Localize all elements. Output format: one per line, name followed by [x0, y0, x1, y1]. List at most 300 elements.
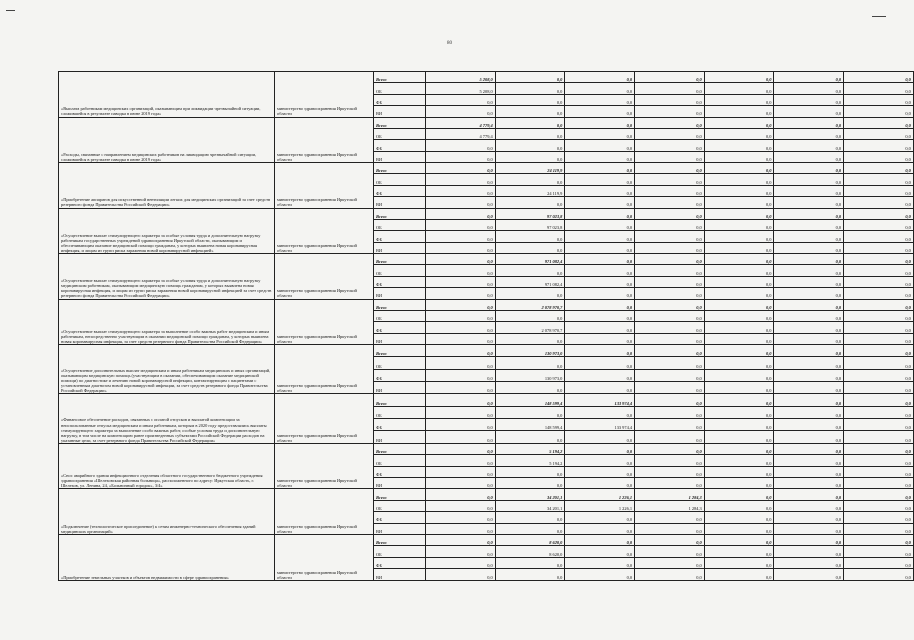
amount-cell: 0,0: [844, 443, 914, 454]
amount-cell: 0,0: [495, 512, 565, 523]
measure-description: «Осуществление выплат стимулирующего характера за выполнение особо важных работ медицинским и иным работникам, непосредственно участвующим в оказании медицинской помощи гражданам, у которых выявлена новая коронавирусная инфекция, за счет средств резервного фонда Правительства Российской Федерации»: [59, 299, 275, 345]
funding-source-label: ФБ: [374, 322, 426, 333]
funding-source-label: ФБ: [374, 369, 426, 381]
amount-cell: 0,0: [844, 406, 914, 418]
amount-cell: 0,0: [635, 83, 705, 94]
responsible-executor: министерство здравоохранения Иркутской области: [275, 534, 374, 580]
amount-cell: 0,0: [844, 106, 914, 117]
amount-cell: 0,0: [565, 546, 635, 557]
amount-cell: 0,0: [844, 489, 914, 500]
funding-source-label: ФБ: [374, 419, 426, 431]
amount-cell: 0,0: [565, 333, 635, 344]
amount-cell: 0,0: [704, 197, 774, 208]
table-row: [59, 534, 914, 545]
amount-cell: 133 974,4: [565, 419, 635, 431]
amount-cell: 0,0: [844, 299, 914, 310]
amount-cell: 0,0: [495, 94, 565, 105]
amount-cell: 0,0: [774, 310, 844, 321]
amount-cell: 0,0: [565, 299, 635, 310]
amount-cell: 0,0: [774, 299, 844, 310]
amount-cell: 0,0: [565, 310, 635, 321]
amount-cell: 0,0: [844, 83, 914, 94]
amount-cell: 0,0: [704, 406, 774, 418]
amount-cell: 0,0: [565, 151, 635, 162]
amount-cell: 0,0: [844, 219, 914, 230]
amount-cell: 0,0: [774, 265, 844, 276]
amount-cell: 0,0: [844, 466, 914, 477]
amount-cell: 1 226,1: [565, 500, 635, 511]
amount-cell: 0,0: [495, 310, 565, 321]
amount-cell: 0,0: [635, 231, 705, 242]
amount-cell: 0,0: [426, 140, 496, 151]
amount-cell: 0,0: [704, 455, 774, 466]
amount-cell: 0,0: [426, 431, 496, 443]
amount-cell: 0,0: [495, 357, 565, 369]
amount-cell: 0,0: [844, 163, 914, 174]
amount-cell: 0,0: [704, 208, 774, 219]
amount-cell: 0,0: [635, 254, 705, 265]
amount-cell: 0,0: [426, 151, 496, 162]
measure-description: «Приобретение земельных участков и объектов недвижимости в сфере здравоохранения»: [59, 534, 275, 580]
funding-source-label: ВИ: [374, 242, 426, 253]
amount-cell: 0,0: [704, 276, 774, 287]
funding-source-label: ВИ: [374, 197, 426, 208]
budget-table: [58, 71, 914, 581]
amount-cell: 0,0: [495, 569, 565, 581]
amount-cell: 0,0: [844, 94, 914, 105]
amount-cell: 0,0: [844, 431, 914, 443]
amount-cell: 0,0: [565, 197, 635, 208]
amount-cell: 0,0: [635, 128, 705, 139]
funding-source-label: ОБ: [374, 128, 426, 139]
amount-cell: 0,0: [426, 310, 496, 321]
amount-cell: 0,0: [495, 333, 565, 344]
amount-cell: 0,0: [844, 288, 914, 299]
scan-edge-mark: [6, 10, 15, 11]
funding-source-label: ОБ: [374, 219, 426, 230]
amount-cell: 0,0: [844, 276, 914, 287]
amount-cell: 24 119,9: [495, 185, 565, 196]
amount-cell: 0,0: [774, 455, 844, 466]
measure-description: «Финансовое обеспечение расходов, связанных с оплатой отпусков и выплатой компенсации за неиспользованные отпуска медицинским и иным работникам, которым в 2020 году предоставлялись выплаты стимулирующего характера за выполнение особо важных работ, особые условия труда и дополнительную нагрузку, в том числе на компенсацию ранее произведенных субъектами Российской Федерации расходов на указанные цели, за счет резервного фонда Правительства Российской Федерации»: [59, 394, 275, 443]
amount-cell: 0,0: [495, 140, 565, 151]
amount-cell: 0,0: [495, 197, 565, 208]
funding-source-label: ВИ: [374, 431, 426, 443]
funding-source-label: Всего: [374, 299, 426, 310]
amount-cell: 0,0: [495, 478, 565, 489]
amount-cell: 0,0: [565, 357, 635, 369]
amount-cell: 0,0: [774, 546, 844, 557]
amount-cell: 0,0: [635, 557, 705, 568]
amount-cell: 0,0: [426, 345, 496, 357]
responsible-executor: министерство здравоохранения Иркутской области: [275, 443, 374, 489]
amount-cell: 0,0: [635, 276, 705, 287]
amount-cell: 0,0: [635, 546, 705, 557]
amount-cell: 0,0: [565, 242, 635, 253]
amount-cell: 0,0: [844, 185, 914, 196]
amount-cell: 0,0: [565, 288, 635, 299]
amount-cell: 971 082,4: [495, 276, 565, 287]
amount-cell: 0,0: [565, 534, 635, 545]
amount-cell: 0,0: [704, 310, 774, 321]
amount-cell: 0,0: [704, 254, 774, 265]
amount-cell: 0,0: [774, 466, 844, 477]
amount-cell: 97 023,8: [495, 208, 565, 219]
amount-cell: 0,0: [635, 106, 705, 117]
amount-cell: 0,0: [565, 219, 635, 230]
table-row: [59, 443, 914, 454]
funding-source-label: Всего: [374, 254, 426, 265]
amount-cell: 0,0: [774, 242, 844, 253]
amount-cell: 0,0: [426, 382, 496, 394]
amount-cell: 0,0: [774, 419, 844, 431]
amount-cell: 0,0: [635, 443, 705, 454]
amount-cell: 0,0: [635, 394, 705, 406]
measure-description: «Выплата работникам медицинских организаций, оказывающим при ликвидации чрезвычайной ситуации, сложившейся в результате паводка в июне 2019 года»: [59, 72, 275, 118]
amount-cell: 0,0: [565, 322, 635, 333]
amount-cell: 0,0: [426, 208, 496, 219]
amount-cell: 0,0: [774, 288, 844, 299]
funding-source-label: ОБ: [374, 83, 426, 94]
amount-cell: 0,0: [774, 197, 844, 208]
amount-cell: 0,0: [704, 466, 774, 477]
amount-cell: 0,0: [495, 83, 565, 94]
amount-cell: 0,0: [704, 489, 774, 500]
amount-cell: 0,0: [635, 523, 705, 534]
amount-cell: 0,0: [495, 288, 565, 299]
table-row: [59, 489, 914, 500]
amount-cell: 0,0: [704, 369, 774, 381]
amount-cell: 0,0: [565, 557, 635, 568]
measure-description: «Приобретение аппаратов для искусственной вентиляции легких для медицинских организаций за счет средств резервного фонда Правительства Российской Федерации»: [59, 163, 275, 209]
amount-cell: 0,0: [844, 174, 914, 185]
funding-source-label: Всего: [374, 443, 426, 454]
amount-cell: 0,0: [426, 322, 496, 333]
table-row: [59, 208, 914, 219]
amount-cell: 0,0: [774, 163, 844, 174]
amount-cell: 0,0: [844, 128, 914, 139]
amount-cell: 0,0: [704, 443, 774, 454]
amount-cell: 0,0: [495, 106, 565, 117]
amount-cell: 0,0: [774, 72, 844, 83]
amount-cell: 0,0: [844, 72, 914, 83]
amount-cell: 0,0: [495, 557, 565, 568]
amount-cell: 0,0: [774, 512, 844, 523]
amount-cell: 0,0: [704, 345, 774, 357]
amount-cell: 0,0: [704, 128, 774, 139]
amount-cell: 0,0: [774, 478, 844, 489]
amount-cell: 0,0: [774, 569, 844, 581]
amount-cell: 0,0: [844, 478, 914, 489]
funding-source-label: ОБ: [374, 357, 426, 369]
amount-cell: 0,0: [565, 443, 635, 454]
amount-cell: 0,0: [844, 357, 914, 369]
amount-cell: 0,0: [565, 94, 635, 105]
amount-cell: 0,0: [426, 357, 496, 369]
amount-cell: 0,0: [844, 500, 914, 511]
funding-source-label: ОБ: [374, 310, 426, 321]
amount-cell: 0,0: [635, 333, 705, 344]
amount-cell: 0,0: [495, 151, 565, 162]
amount-cell: 0,0: [635, 94, 705, 105]
amount-cell: 0,0: [426, 219, 496, 230]
amount-cell: 0,0: [704, 569, 774, 581]
amount-cell: 0,0: [565, 265, 635, 276]
funding-source-label: ВИ: [374, 382, 426, 394]
amount-cell: 0,0: [844, 242, 914, 253]
amount-cell: 0,0: [565, 83, 635, 94]
amount-cell: 5 194,2: [495, 455, 565, 466]
amount-cell: 0,0: [774, 254, 844, 265]
amount-cell: 148 599,4: [495, 419, 565, 431]
amount-cell: 130 973,0: [495, 369, 565, 381]
amount-cell: 0,0: [495, 523, 565, 534]
responsible-executor: министерство здравоохранения Иркутской области: [275, 299, 374, 345]
amount-cell: 0,0: [635, 534, 705, 545]
amount-cell: 0,0: [704, 478, 774, 489]
budget-table-body: [59, 72, 914, 581]
amount-cell: 0,0: [495, 174, 565, 185]
amount-cell: 0,0: [565, 455, 635, 466]
table-row: [59, 345, 914, 357]
amount-cell: 0,0: [426, 478, 496, 489]
amount-cell: 0,0: [774, 345, 844, 357]
funding-source-label: Всего: [374, 534, 426, 545]
amount-cell: 0,0: [426, 185, 496, 196]
amount-cell: 0,0: [774, 369, 844, 381]
amount-cell: 0,0: [844, 140, 914, 151]
amount-cell: 0,0: [635, 197, 705, 208]
measure-description: «Осуществление выплат стимулирующего характера за особые условия труда и дополнительную нагрузку работникам государственных учреждений здравоохранения Иркутской области, оказывающим и обеспечивающим оказание медицинской помощи гражданам, у которых выявлена новая коронавирусная инфекция, и лицам из групп риска заражения новой коронавирусной инфекцией»: [59, 208, 275, 254]
amount-cell: 0,0: [774, 557, 844, 568]
amount-cell: 0,0: [426, 231, 496, 242]
funding-source-label: Всего: [374, 489, 426, 500]
amount-cell: 0,0: [774, 443, 844, 454]
amount-cell: 0,0: [844, 523, 914, 534]
responsible-executor: министерство здравоохранения Иркутской области: [275, 345, 374, 394]
amount-cell: 0,0: [844, 369, 914, 381]
funding-source-label: ВИ: [374, 478, 426, 489]
amount-cell: 0,0: [774, 140, 844, 151]
amount-cell: 0,0: [704, 419, 774, 431]
amount-cell: 0,0: [495, 117, 565, 128]
amount-cell: 0,0: [495, 72, 565, 83]
amount-cell: 0,0: [635, 431, 705, 443]
amount-cell: 0,0: [704, 94, 774, 105]
amount-cell: 0,0: [426, 197, 496, 208]
amount-cell: 0,0: [426, 94, 496, 105]
amount-cell: 0,0: [704, 72, 774, 83]
amount-cell: 0,0: [774, 333, 844, 344]
funding-source-label: Всего: [374, 72, 426, 83]
amount-cell: 0,0: [565, 208, 635, 219]
amount-cell: 0,0: [635, 185, 705, 196]
amount-cell: 0,0: [426, 523, 496, 534]
amount-cell: 34 201,1: [495, 500, 565, 511]
amount-cell: 971 082,4: [495, 254, 565, 265]
funding-source-label: ОБ: [374, 500, 426, 511]
amount-cell: 0,0: [704, 382, 774, 394]
amount-cell: 0,0: [774, 394, 844, 406]
amount-cell: 1 284,3: [635, 500, 705, 511]
amount-cell: 24 119,9: [495, 163, 565, 174]
amount-cell: 0,0: [635, 382, 705, 394]
amount-cell: 0,0: [426, 369, 496, 381]
responsible-executor: министерство здравоохранения Иркутской области: [275, 394, 374, 443]
amount-cell: 0,0: [426, 512, 496, 523]
amount-cell: 0,0: [774, 489, 844, 500]
amount-cell: 0,0: [704, 322, 774, 333]
amount-cell: 0,0: [774, 534, 844, 545]
amount-cell: 0,0: [426, 489, 496, 500]
amount-cell: 0,0: [426, 500, 496, 511]
amount-cell: 0,0: [426, 254, 496, 265]
amount-cell: 0,0: [704, 185, 774, 196]
amount-cell: 0,0: [704, 394, 774, 406]
amount-cell: 0,0: [774, 151, 844, 162]
funding-source-label: Всего: [374, 208, 426, 219]
funding-source-label: ВИ: [374, 333, 426, 344]
amount-cell: 0,0: [774, 208, 844, 219]
amount-cell: 0,0: [774, 83, 844, 94]
amount-cell: 0,0: [844, 254, 914, 265]
amount-cell: 0,0: [426, 299, 496, 310]
amount-cell: 0,0: [565, 345, 635, 357]
amount-cell: 0,0: [774, 500, 844, 511]
funding-source-label: Всего: [374, 163, 426, 174]
amount-cell: 0,0: [774, 174, 844, 185]
amount-cell: 0,0: [565, 106, 635, 117]
amount-cell: 0,0: [704, 242, 774, 253]
amount-cell: 0,0: [426, 546, 496, 557]
measure-description: «Расходы, связанные с направлением медицинских работников на ликвидацию чрезвычайной ситуации, сложившейся в результате паводка в июне 2019 года»: [59, 117, 275, 163]
amount-cell: 5 208,0: [426, 72, 496, 83]
amount-cell: 1 226,1: [565, 489, 635, 500]
amount-cell: 0,0: [844, 382, 914, 394]
amount-cell: 0,0: [844, 208, 914, 219]
amount-cell: 0,0: [635, 310, 705, 321]
amount-cell: 0,0: [635, 140, 705, 151]
amount-cell: 0,0: [704, 557, 774, 568]
amount-cell: 0,0: [426, 163, 496, 174]
amount-cell: 0,0: [635, 163, 705, 174]
amount-cell: 0,0: [565, 185, 635, 196]
amount-cell: 2 078 970,7: [495, 299, 565, 310]
amount-cell: 0,0: [704, 265, 774, 276]
amount-cell: 0,0: [635, 174, 705, 185]
amount-cell: 0,0: [635, 219, 705, 230]
amount-cell: 0,0: [704, 163, 774, 174]
amount-cell: 0,0: [844, 534, 914, 545]
amount-cell: 0,0: [565, 478, 635, 489]
funding-source-label: ОБ: [374, 455, 426, 466]
amount-cell: 0,0: [844, 333, 914, 344]
amount-cell: 0,0: [774, 106, 844, 117]
amount-cell: 0,0: [844, 557, 914, 568]
amount-cell: 148 599,4: [495, 394, 565, 406]
amount-cell: 0,0: [704, 219, 774, 230]
amount-cell: 0,0: [426, 333, 496, 344]
responsible-executor: министерство здравоохранения Иркутской области: [275, 117, 374, 163]
amount-cell: 0,0: [844, 546, 914, 557]
amount-cell: 0,0: [565, 369, 635, 381]
amount-cell: 0,0: [426, 406, 496, 418]
amount-cell: 0,0: [774, 276, 844, 287]
amount-cell: 0,0: [426, 569, 496, 581]
amount-cell: 8 620,0: [495, 534, 565, 545]
scan-edge-mark: [872, 16, 886, 17]
amount-cell: 0,0: [844, 419, 914, 431]
funding-source-label: Всего: [374, 345, 426, 357]
amount-cell: 0,0: [844, 512, 914, 523]
amount-cell: 0,0: [495, 231, 565, 242]
amount-cell: 0,0: [426, 534, 496, 545]
amount-cell: 0,0: [844, 455, 914, 466]
amount-cell: 0,0: [565, 523, 635, 534]
amount-cell: 0,0: [844, 117, 914, 128]
funding-source-label: ВИ: [374, 569, 426, 581]
responsible-executor: министерство здравоохранения Иркутской области: [275, 163, 374, 209]
responsible-executor: министерство здравоохранения Иркутской области: [275, 489, 374, 535]
amount-cell: 0,0: [704, 500, 774, 511]
funding-source-label: ФБ: [374, 185, 426, 196]
funding-source-label: ФБ: [374, 231, 426, 242]
funding-source-label: ОБ: [374, 174, 426, 185]
amount-cell: 0,0: [704, 288, 774, 299]
funding-source-label: ФБ: [374, 466, 426, 477]
amount-cell: 133 974,4: [565, 394, 635, 406]
amount-cell: 0,0: [635, 299, 705, 310]
amount-cell: 0,0: [704, 151, 774, 162]
table-row: [59, 394, 914, 406]
amount-cell: 0,0: [704, 357, 774, 369]
amount-cell: 0,0: [565, 128, 635, 139]
amount-cell: 0,0: [565, 431, 635, 443]
amount-cell: 5 194,2: [495, 443, 565, 454]
amount-cell: 0,0: [565, 231, 635, 242]
amount-cell: 4 779,4: [426, 128, 496, 139]
amount-cell: 0,0: [426, 419, 496, 431]
amount-cell: 0,0: [704, 299, 774, 310]
amount-cell: 97 023,8: [495, 219, 565, 230]
amount-cell: 0,0: [426, 557, 496, 568]
table-row: [59, 299, 914, 310]
funding-source-label: ФБ: [374, 557, 426, 568]
amount-cell: 0,0: [704, 333, 774, 344]
amount-cell: 0,0: [774, 117, 844, 128]
amount-cell: 0,0: [495, 128, 565, 139]
measure-description: «Осуществление выплат стимулирующего характера за особые условия труда и дополнительную нагрузку медицинским работникам, оказывающим медицинскую помощь гражданам, у которых выявлена новая коронавирусная инфекция, и лицам из групп риска заражения новой коронавирусной инфекцией за счет средств резервного фонда Правительства Российской Федерации»: [59, 254, 275, 300]
amount-cell: 0,0: [426, 106, 496, 117]
amount-cell: 0,0: [704, 174, 774, 185]
funding-source-label: Всего: [374, 394, 426, 406]
amount-cell: 0,0: [635, 512, 705, 523]
amount-cell: 0,0: [635, 419, 705, 431]
amount-cell: 0,0: [774, 431, 844, 443]
amount-cell: 0,0: [635, 72, 705, 83]
amount-cell: 0,0: [704, 106, 774, 117]
funding-source-label: ОБ: [374, 265, 426, 276]
funding-source-label: ОБ: [374, 406, 426, 418]
funding-source-label: ВИ: [374, 523, 426, 534]
amount-cell: 0,0: [635, 151, 705, 162]
measure-description: «Подключение (технологическое присоединение) к сетям инженерно-технического обеспечения зданий медицинских организаций»: [59, 489, 275, 535]
amount-cell: 0,0: [635, 208, 705, 219]
amount-cell: 0,0: [635, 117, 705, 128]
amount-cell: 0,0: [495, 242, 565, 253]
amount-cell: 0,0: [635, 406, 705, 418]
page-number: 80: [447, 41, 452, 46]
